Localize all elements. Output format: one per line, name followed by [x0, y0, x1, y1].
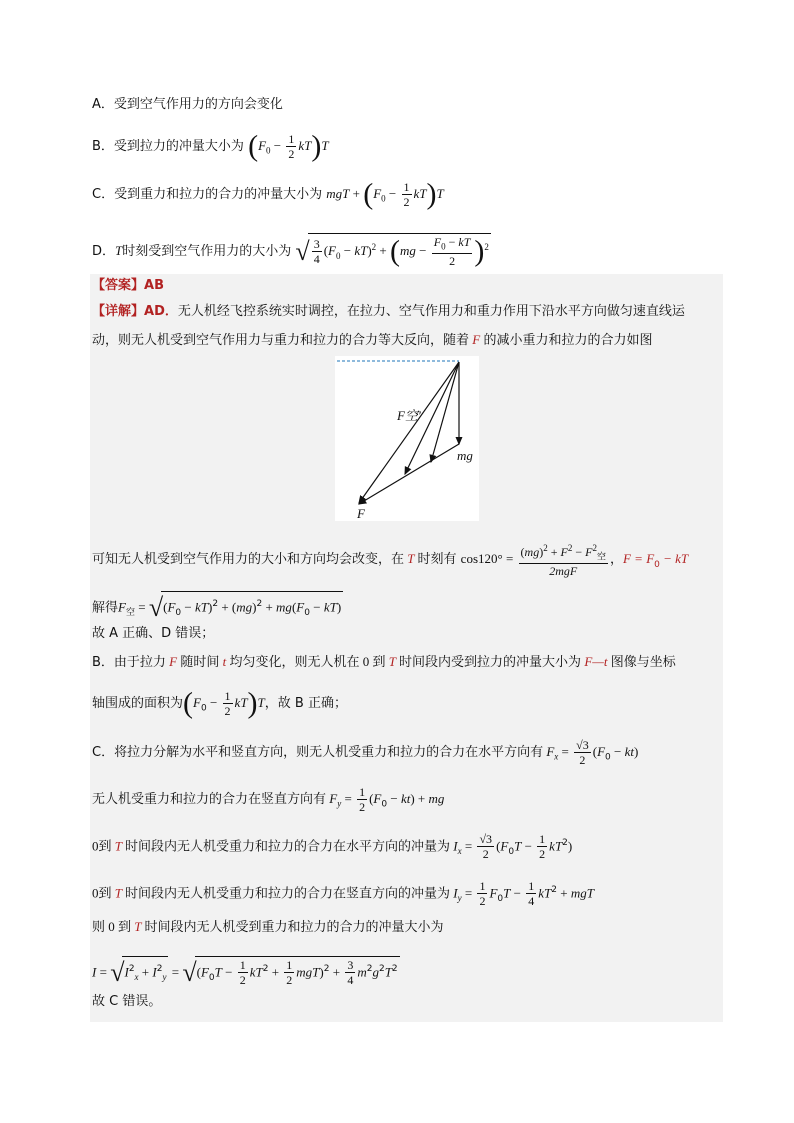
option-b: B．受到拉力的冲量大小为 ($F_0$ − $\frac{1}{2}$ kT)T: [92, 129, 329, 163]
option-c-label: C．: [92, 187, 115, 202]
know-text-a: 可知无人机受到空气作用力的大小和方向均会改变，在: [92, 552, 405, 568]
detail-know-line: 可知无人机受到空气作用力的大小和方向均会改变，在 T 时刻有 cos120° = $\frac{(mg)^2 + F^2 - F^2_空}{\text{2mgF}}$ ，$F = F_0$ − kT: [92, 543, 689, 579]
b-text-1d: 到: [372, 655, 386, 670]
option-a-label: A．: [92, 97, 114, 112]
force-diagram-svg: [335, 356, 479, 521]
option-a-text: 受到空气作用力的方向会变化: [113, 97, 283, 112]
detail-ad-text-2b: 的减小重力和拉力的合力如图: [483, 333, 653, 348]
detail-solve-line: 解得$F_空 = √(F_0 - kT)^2 + (mg)^2 + mg(F_0 - kT)$: [92, 592, 342, 622]
label-f-air: F空′: [397, 408, 421, 423]
detail-c-line-1: C．将拉力分解为水平和竖直方向，则无人机受重力和拉力的合力在水平方向有 $F_x$ = $\frac{√3}{2}$ $(F_0 - kt)$: [92, 738, 639, 767]
c-text-5-to: 到: [118, 920, 132, 935]
option-c: C．受到重力和拉力的合力的冲量大小为 mgT + ($F_0$ − $\frac{1}{2}$ kT)T: [92, 177, 444, 211]
arrow-f: [359, 444, 459, 504]
detail-b-line-2: 轴围成的面积为($F_0$ − $\frac{1}{2}$ kT)T，故 B 正确；: [92, 686, 347, 720]
force-diagram: [335, 356, 479, 521]
c-text-5a: 则: [92, 920, 106, 935]
detail-line-1: [92, 302, 685, 322]
b-text-1f: 图像与坐标: [610, 655, 676, 670]
answer-line: [92, 276, 164, 296]
arrow-f-air: [359, 362, 459, 503]
b-text-2a: 轴围成的面积为: [92, 696, 184, 711]
c-text-4a: 到: [98, 886, 112, 902]
conclusion-c: 故 C 错误。: [92, 994, 162, 1009]
option-d: D．T时刻受到空气作用力的大小为 √ $\frac{3}{4}$ $(F_0 - kT)^2 + (mg$ − $\frac{F_0 - kT}{2}$ )$^2$: [92, 234, 489, 269]
conclusion-ad: 故 A 正确、D 错误；: [92, 626, 215, 641]
option-d-text: 时刻受到空气作用力的大小为: [122, 244, 292, 260]
detail-c-line-6: $I = √I^2_x + I^2_y = √(F_0T$ − $\frac{1}{2}$ $kT^2$ + $\frac{1}{2}$ mgT)$^2$ + $\frac{3}{4}$ $m^2g^2T^2$: [92, 957, 398, 988]
label-f: F: [357, 506, 365, 521]
label-mg: mg: [457, 448, 473, 463]
option-a: [92, 95, 283, 115]
b-text-2b: ，故 B 正确；: [264, 696, 347, 711]
detail-ad-text-1: 无人机经飞控系统实时调控，在拉力、空气作用力和重力作用下沿水平方向做匀速直线运: [177, 304, 685, 319]
detail-c-line-4: 0到 T 时间段内无人机受重力和拉力的合力在竖直方向的冲量为 $I_y$ = $\frac{1}{2}$ $F_0T$ − $\frac{1}{4}$ $kT^2$ + mgT: [92, 879, 594, 909]
answer-value: AB: [144, 278, 164, 293]
option-b-label: B．: [92, 139, 114, 154]
detail-ad-text-2a: 动，则无人机受到空气作用力与重力和拉力的合力等大反向，随着: [92, 333, 470, 348]
c-text-3b: 时间段内无人机受重力和拉力的合力在水平方向的冲量为: [125, 839, 451, 855]
know-text-b: 时刻有: [417, 552, 457, 568]
b-text-1c: 均匀变化，则无人机在: [229, 655, 360, 670]
c-text-3a: 到: [98, 839, 112, 855]
c-text-5b: 时间段内无人机受到重力和拉力的合力的冲量大小为: [144, 920, 444, 935]
c-text-1: C．将拉力分解为水平和竖直方向，则无人机受重力和拉力的合力在水平方向有: [92, 745, 544, 760]
c-text-2: 无人机受重力和拉力的合力在竖直方向有: [92, 792, 327, 807]
option-b-text: 受到拉力的冲量大小为: [113, 139, 244, 154]
b-text-1a: B．由于拉力: [92, 655, 166, 670]
c-text-4b: 时间段内无人机受重力和拉力的合力在竖直方向的冲量为: [125, 886, 451, 902]
detail-line-2: 动，则无人机受到空气作用力与重力和拉力的合力等大反向，随着 F 的减小重力和拉力的合力如图: [92, 332, 653, 348]
detail-ad-label: AD．: [144, 304, 178, 319]
b-text-1e: 时间段内受到拉力的冲量大小为: [399, 655, 582, 670]
option-d-label: D．: [92, 244, 116, 260]
solve-text: 解得: [92, 600, 119, 616]
option-c-text: 受到重力和拉力的合力的冲量大小为: [114, 187, 323, 202]
answer-tag: 【答案】: [92, 278, 145, 293]
b-text-1b: 随时间: [180, 655, 220, 670]
detail-c-line-3: 0到 T 时间段内无人机受重力和拉力的合力在水平方向的冲量为 $I_x$ = $\frac{√3}{2}$ ($F_0T$ − $\frac{1}{2}$ $kT^2$): [92, 832, 573, 862]
detail-c-line-5: 则 0 到 T 时间段内无人机受到重力和拉力的合力的冲量大小为: [92, 919, 444, 935]
detail-b-line-1: B．由于拉力 F 随时间 t 均匀变化，则无人机在 0 到 T 时间段内受到拉力的冲量大小为 F—t 图像与坐标: [92, 654, 676, 670]
detail-tag: 【详解】: [92, 304, 145, 319]
detail-c-line-2: 无人机受重力和拉力的合力在竖直方向有 $F_y$ = $\frac{1}{2}$ $(F_0 - kt)$ + mg: [92, 785, 445, 814]
